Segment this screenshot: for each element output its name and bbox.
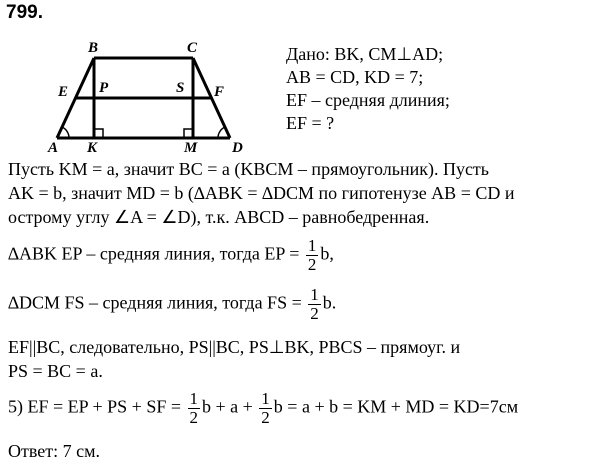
- solution-line-1: Пусть KM = a, значит BC = a (KBCM – прямоугольник). Пусть: [8, 159, 490, 179]
- ep-text: ∆ABK EP – средняя линия, тогда EP =: [8, 243, 304, 264]
- given-line-1: Дано: BK, CM⊥AD;: [286, 44, 444, 64]
- fraction-half: $\frac{1}{2}$: [261, 389, 270, 427]
- label-e: E: [58, 84, 69, 100]
- step5-start: 5) EF = EP + PS + SF =: [8, 396, 186, 417]
- label-p: P: [99, 80, 109, 96]
- label-a: A: [48, 140, 59, 154]
- given-line-2: AB = CD, KD = 7;: [286, 67, 424, 87]
- label-f: F: [214, 84, 225, 100]
- ep-after: b,: [320, 243, 334, 264]
- step5-end: b = a + b = KM + MD = KD=7см: [273, 396, 519, 417]
- solution-line-2: AK = b, значит MD = b (∆ABK = ∆DCM по гипотенузе AB = CD и: [8, 183, 515, 203]
- solution-ep-line: [8, 237, 334, 274]
- given-line-4: EF = ?: [286, 113, 335, 133]
- fraction-half: $\frac{1}{2}$: [310, 285, 319, 323]
- fraction-half: $\frac{1}{2}$: [307, 236, 317, 274]
- answer: Ответ: 7 см.: [8, 441, 100, 461]
- label-m: M: [184, 140, 198, 154]
- trapezoid-diagram: [40, 36, 280, 154]
- label-s: S: [176, 80, 185, 96]
- fs-after: b.: [322, 292, 337, 313]
- step5-mid: b + a +: [202, 396, 258, 417]
- solution-fs-line: [8, 286, 336, 323]
- label-d: D: [232, 140, 243, 154]
- solution-line-3: острому углу ∠A = ∠D), т.к. ABCD – равнобедренная.: [8, 207, 430, 227]
- solution-line-ps: PS = BC = a.: [8, 361, 103, 381]
- problem-number: 799.: [6, 2, 43, 23]
- fs-text: ∆DCM FS – средняя линия, тогда FS =: [8, 292, 307, 313]
- solution-line-parallel: EF||BC, следовательно, PS||BC, PS⊥BK, PBCS – прямоуг. и: [8, 337, 461, 357]
- label-c: C: [187, 40, 198, 56]
- solution-step-5: [8, 390, 518, 427]
- fraction-half: $\frac{1}{2}$: [189, 389, 198, 427]
- label-k: K: [87, 140, 98, 154]
- label-b: B: [88, 40, 99, 56]
- given-line-3: EF – средняя длиния;: [286, 90, 450, 110]
- angle-mark-d: [218, 127, 225, 138]
- angle-mark-a: [62, 127, 69, 138]
